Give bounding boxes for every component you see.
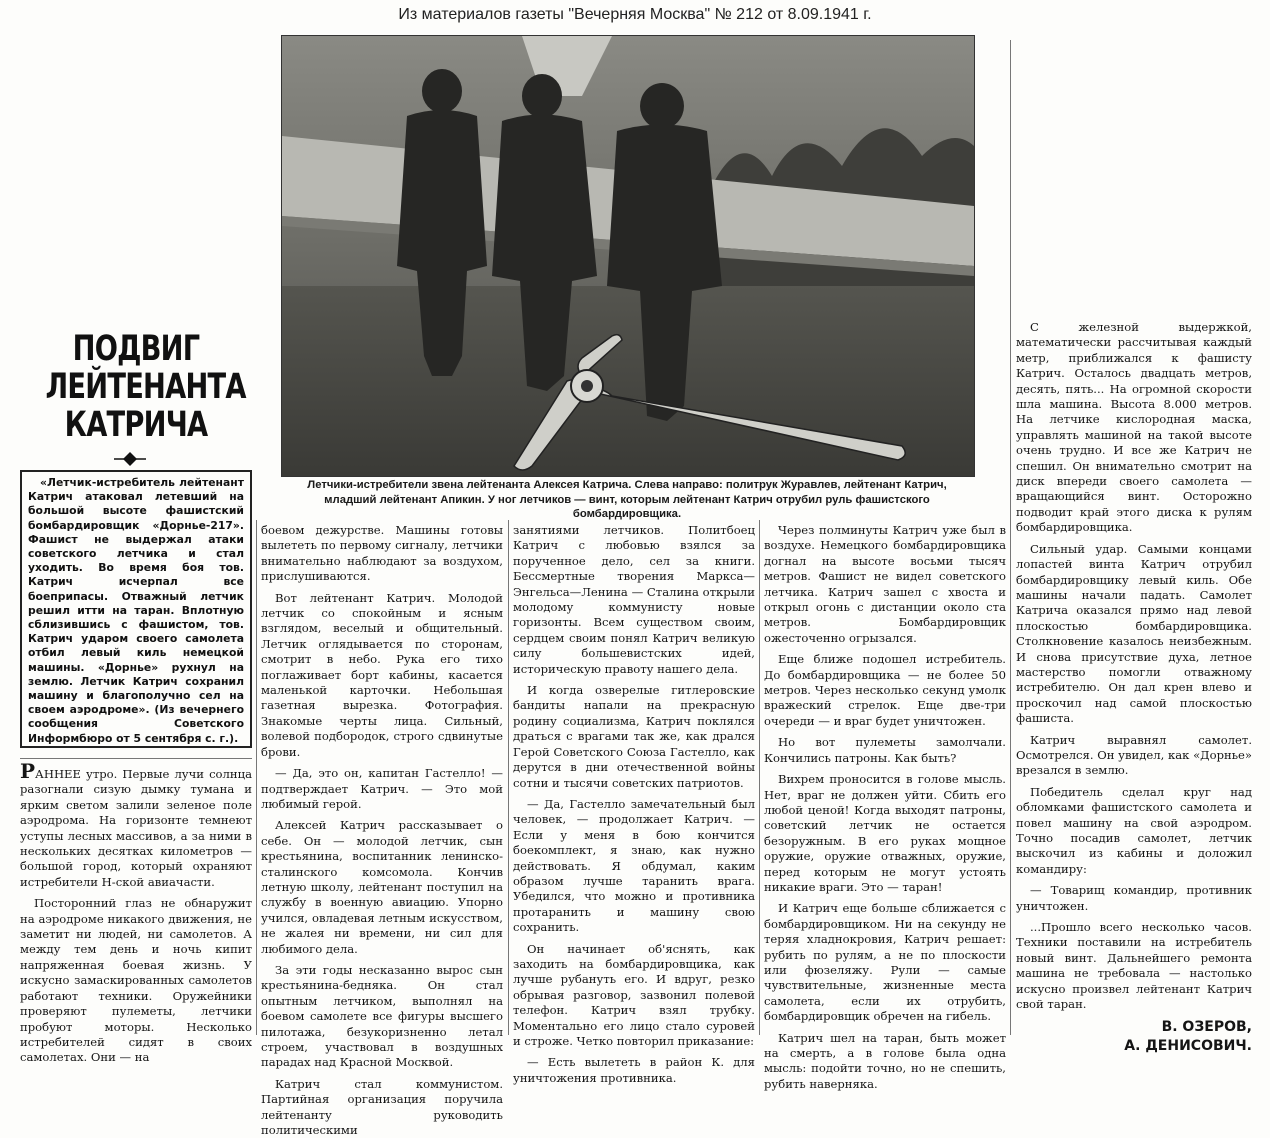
section-rule	[20, 758, 252, 759]
paragraph: Через полминуты Катрич уже был в воздухе. Немецкого бомбардировщика догнал на высоте восьми тысяч метров. Фашист не видел советского летчика. Катрич зашел с хвоста и открыл огонь с дистанции около ста метров. Бомбардировщик ожесточенно огрызался.	[764, 523, 1006, 645]
column-rule	[759, 520, 760, 1035]
article-column-2	[261, 523, 503, 1138]
headline-line2: ЛЕЙТЕНАНТА	[45, 367, 246, 407]
paragraph: занятиями летчиков. Политбоец Катрич с любовью взялся за порученное дело, сел за книги. Бессмертные творения Маркса—Энгельса—Ленина — Сталина открыли молодому коммунисту новые горизонты. Всем существом своим, сердцем своим понял Катрич великую силу большевистских идей, историческую правоту нашего дела.	[513, 523, 755, 676]
pilots-photo	[281, 35, 975, 477]
paragraph: — Есть вылететь в район К. для уничтожения противника.	[513, 1055, 755, 1085]
paragraph: боевом дежурстве. Машины готовы вылететь по первому сигналу, летчики внимательно наблюдают за воздухом, прислушиваются.	[261, 523, 503, 584]
lead-text: «Летчик-истребитель лейтенант Катрич атаковал летевший на большой высоте фашистский бомбардировщик «Дорнье-217». Фашист не выдержал атаки советского летчика и стал уходить. Во время боя тов. Катрич исчерпал все боеприпасы. Отважный летчик решил итти на таран. Вплотную сблизившись с фашистом, тов. Катрич ударом своего самолета отбил левый киль немецкой машины. «Дорнье» рухнул на землю. Летчик Катрич сохранил машину и благополучно сел на своем аэродроме». (Из вечернего сообщения Советского Информбюро от 5 сентября с. г.).	[28, 476, 244, 745]
paragraph: И когда озверелые гитлеровские бандиты напали на прекрасную родину социализма, Катрич поклялся драться с врагами так же, как дрался Герой Советского Союза Гастелло, как дерутся в дни отечественной войны сотни и тысячи советских патриотов.	[513, 683, 755, 790]
headline-line3: КАТРИЧА	[64, 405, 208, 445]
paragraph: — Товарищ командир, противник уничтожен.	[1016, 883, 1252, 913]
author-signature	[1016, 1018, 1252, 1056]
drop-cap: Р	[20, 759, 36, 783]
paragraph: С железной выдержкой, математически рассчитывая каждый метр, приближался к фашисту Катрич. Осталось двадцать метров, десять, пять... На огромной скорости шла машина. Высота 8.000 метров. На летчике кислородная маска, управлять машиной на такой высоте очень трудно. И все же Катрич не спешил. Он внимательно смотрит на диск впереди своего самолета — вращающийся винт. Осторожно подводит край этого диска к рулям бомбардировщика.	[1016, 320, 1252, 535]
column-rule	[508, 520, 509, 1035]
paragraph: Вихрем проносится в голове мысль. Нет, враг не должен уйти. Сбить его любой ценой! Когда выходят патроны, советский летчик не остается безоружным. В его руках мощное оружие, оружие отважных, оружие, перед которым не могут устоять никакие враги. Это — таран!	[764, 772, 1006, 894]
paragraph: За эти годы несказанно вырос сын крестьянина-бедняка. Он стал опытным летчиком, выполнял на боевом самолете все фигуры высшего пилотажа, безукоризненно летал строем, участвовал в воздушных парадах над Красной Москвой.	[261, 962, 503, 1070]
paragraph: РАННЕЕ утро. Первые лучи солнца разогнали сизую дымку тумана и ярким светом залили зеленое поле аэродрома. На горизонте темнеют уступы лесных массивов, а за ними в нескольких десятках километров — большой город, который охраняют истребители Н-ской авиачасти.	[20, 759, 252, 889]
paragraph: Еще ближе подошел истребитель. До бомбардировщика — не более 50 метров. Через несколько секунд умолк вражеский стрелок. Еще две-три очереди — и враг будет уничтожен.	[764, 652, 1006, 728]
paragraph: И Катрич еще больше сближается с бомбардировщиком. Ни на секунду не теряя хладнокровия, Катрич решает: рубить по рулям, а не по плоскости или фюзеляжу. Рули — самые чувствительные, жизненные места самолета, если их отрубить, бомбардировщик обречен на гибель.	[764, 901, 1006, 1024]
headline	[45, 329, 246, 445]
article-column-1	[20, 759, 252, 1065]
article-column-3	[513, 523, 755, 1085]
paragraph: ...Прошло всего несколько часов. Техники поставили на истребитель новый винт. Дальнейшего ремонта машина не требовала — настолько искусно произвел лейтенант Катрич свой таран.	[1016, 920, 1252, 1012]
paragraph: Победитель сделал круг над обломками фашистского самолета и повел машину на свой аэродром. Точно посадив самолет, летчик выскочил из кабины и доложил командиру:	[1016, 784, 1252, 876]
paragraph: Алексей Катрич рассказывает о себе. Он — молодой летчик, сын крестьянина, воспитанник ленинско-сталинского комсомола. Кончив летную школу, лейтенант поступил на службу в военную авиацию. Упорно учился, овладевая летным искусством, не жалея ни времени, ни сил для любимого дела.	[261, 818, 503, 956]
lead-box	[20, 470, 252, 748]
headline-line1: ПОДВИГ	[72, 329, 200, 369]
paragraph: Посторонний глаз не обнаружит на аэродроме никакого движения, не заметит ни людей, ни самолетов. А между тем день и ночь кипит напряженная боевая жизнь. У искусно замаскированных самолетов работают техники. Оружейники проверяют пулеметы, летчики пробуют моторы. Несколько истребителей сидят в своих самолетах. Они — на	[20, 896, 252, 1065]
paragraph: Катрич шел на таран, быть может на смерть, а в голове была одна мысль: подойти точно, но не спешить, рубить наверняка.	[764, 1030, 1006, 1091]
paragraph: Он начинает об'яснять, как заходить на бомбардировщика, как лучше рубануть его. И вдруг, резко обрывая разговор, зазвонил полевой телефон. Катрич взял трубку. Моментально его лицо стало суровей и строже. Четко повторил приказание:	[513, 941, 755, 1048]
paragraph: Катрич стал коммунистом. Партийная организация поручила лейтенанту руководить политическими	[261, 1076, 503, 1138]
paragraph: Сильный удар. Самыми концами лопастей винта Катрич отрубил бомбардировщику левый киль. Обе машины начали падать. Самолет Катрича оказался прямо над левой плоскостью бомбардировщика. Столкновение казалось неизбежным. И снова присутствие духа, летное мастерство помогли отважному истребителю. Он дал крен влево и проскочил над самой плоскостью фашиста.	[1016, 541, 1252, 726]
paragraph: — Да, Гастелло замечательный был человек, — продолжает Катрич. — Если у меня в бою кончится боекомплект, я знаю, как нужно действовать. Я обдумал, каким образом лучше таранить врага. Убедился, что можно и противника протаранить и машину свою сохранить.	[513, 796, 755, 935]
article-column-5	[1016, 320, 1252, 1055]
paragraph: — Да, это он, капитан Гастелло! — подтверждает Катрич. — Это мой любимый герой.	[261, 766, 503, 811]
diamond-ornament-icon	[114, 452, 146, 466]
column-rule	[1010, 40, 1011, 1035]
article-column-4	[764, 523, 1006, 1091]
source-header: Из материалов газеты "Вечерняя Москва" № 212 от 8.09.1941 г.	[398, 6, 872, 23]
paragraph: Катрич выравнял самолет. Осмотрелся. Он увидел, как «Дорнье» врезался в землю.	[1016, 732, 1252, 778]
author-1: В. ОЗЕРОВ,	[1161, 1019, 1252, 1036]
paragraph: Но вот пулеметы замолчали. Кончились патроны. Как быть?	[764, 735, 1006, 765]
author-2: А. ДЕНИСОВИЧ.	[1124, 1038, 1252, 1055]
photo-caption: Летчики-истребители звена лейтенанта Алексея Катрича. Слева направо: политрук Журавлев, лейтенант Катрич, младший лейтенант Апикин. У ног летчиков — винт, которым лейтенант Катрич отрубил руль фашистского бомбардировщика.	[307, 479, 947, 520]
paragraph: Вот лейтенант Катрич. Молодой летчик со спокойным и ясным взглядом, веселый и общительный. Летчик оглядывается по сторонам, смотрит в небо. Рука его тихо поглаживает борт кабины, касается маленькой карточки. Небольшая газетная вырезка. Фотография. Знакомые черты лица. Сильный, волевой подбородок, строго сдвинутые брови.	[261, 590, 503, 759]
column-rule	[256, 520, 257, 1035]
